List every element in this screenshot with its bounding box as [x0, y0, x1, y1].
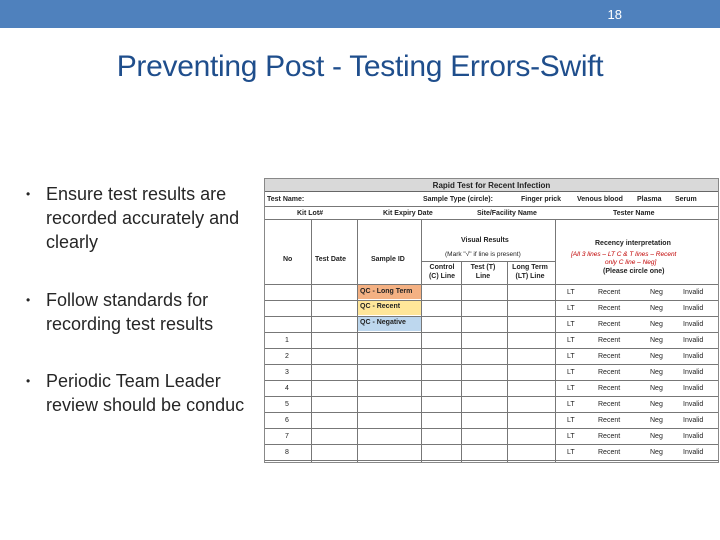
- option-recent: Recent: [598, 353, 621, 360]
- tester-name-label: Tester Name: [613, 210, 655, 217]
- option-neg: Neg: [650, 321, 663, 328]
- option-recent: Recent: [598, 401, 621, 408]
- option-neg: Neg: [650, 337, 663, 344]
- row-number: 5: [285, 401, 289, 408]
- grid-line: [555, 219, 556, 462]
- option-lt: LT: [567, 369, 575, 376]
- row-number: 1: [285, 337, 289, 344]
- bullet-line: Follow standards for: [46, 290, 209, 310]
- kit-lot-label: Kit Lot#: [297, 210, 324, 217]
- option-invalid: Invalid: [683, 433, 704, 440]
- option-invalid: Invalid: [683, 369, 704, 376]
- option-recent: Recent: [598, 321, 621, 328]
- option-invalid: Invalid: [683, 337, 704, 344]
- option-invalid: Invalid: [683, 385, 704, 392]
- option-neg: Neg: [650, 417, 663, 424]
- option-neg: Neg: [650, 369, 663, 376]
- grid-line: [507, 261, 508, 462]
- recency-note: only C line – Neg]: [605, 259, 657, 266]
- kit-expiry-label: Kit Expiry Date: [383, 210, 433, 217]
- grid-line: [265, 380, 718, 381]
- option-invalid: Invalid: [683, 289, 704, 296]
- col-no-header: No: [283, 256, 293, 263]
- option-recent: Recent: [598, 337, 621, 344]
- grid-line: [461, 261, 462, 462]
- bullet-dot-icon: •: [26, 187, 31, 201]
- option-neg: Neg: [650, 401, 663, 408]
- grid-line: [311, 219, 312, 462]
- visual-results-note: (Mark "√" if line is present): [445, 251, 521, 258]
- rapid-test-form-image: [264, 178, 719, 463]
- bullet-line: Ensure test results are: [46, 184, 227, 204]
- option-lt: LT: [567, 449, 575, 456]
- option-invalid: Invalid: [683, 401, 704, 408]
- option-neg: Neg: [650, 353, 663, 360]
- test-line-header: Test (T) Line: [470, 264, 496, 280]
- option-lt: LT: [567, 337, 575, 344]
- recency-instruction: (Please circle one): [603, 268, 665, 275]
- option-recent: Recent: [598, 433, 621, 440]
- plasma-option: Plasma: [637, 196, 662, 203]
- control-line-header: Control (C) Line: [428, 264, 456, 280]
- grid-line: [265, 348, 718, 349]
- option-neg: Neg: [650, 289, 663, 296]
- option-lt: LT: [567, 321, 575, 328]
- serum-option: Serum: [675, 196, 697, 203]
- grid-line: [265, 396, 718, 397]
- option-lt: LT: [567, 385, 575, 392]
- option-lt: LT: [567, 401, 575, 408]
- grid-line: [265, 460, 718, 461]
- option-neg: Neg: [650, 433, 663, 440]
- recency-header: Recency interpretation: [595, 240, 671, 247]
- test-name-label: Test Name:: [267, 196, 305, 203]
- row-number: 8: [285, 449, 289, 456]
- grid-line: [265, 428, 718, 429]
- grid-line: [265, 316, 718, 317]
- bullet-dot-icon: •: [26, 374, 31, 388]
- bullet-line: Periodic Team Leader: [46, 371, 221, 391]
- option-recent: Recent: [598, 305, 621, 312]
- bullet-line: recorded accurately and: [46, 208, 240, 228]
- option-recent: Recent: [598, 417, 621, 424]
- row-number: 7: [285, 433, 289, 440]
- sample-type-label: Sample Type (circle):: [423, 196, 493, 203]
- option-neg: Neg: [650, 449, 663, 456]
- visual-results-header: Visual Results: [461, 237, 509, 244]
- bullet-line: review should be conduc: [46, 395, 245, 415]
- option-neg: Neg: [650, 385, 663, 392]
- option-invalid: Invalid: [683, 417, 704, 424]
- grid-line: [421, 219, 422, 462]
- bullet-line: recording test results: [46, 314, 214, 334]
- row-number: 4: [285, 385, 289, 392]
- form-rows: [265, 179, 718, 462]
- recency-note: [All 3 lines – LT C & T lines – Recent: [571, 251, 677, 258]
- grid-line: [265, 444, 718, 445]
- option-invalid: Invalid: [683, 321, 704, 328]
- site-name-label: Site/Facility Name: [477, 210, 537, 217]
- option-neg: Neg: [650, 305, 663, 312]
- option-recent: Recent: [598, 385, 621, 392]
- qc-recent-row: QC - Recent: [357, 300, 421, 315]
- option-recent: Recent: [598, 369, 621, 376]
- option-recent: Recent: [598, 289, 621, 296]
- option-invalid: Invalid: [683, 449, 704, 456]
- option-invalid: Invalid: [683, 353, 704, 360]
- col-sample-id-header: Sample ID: [371, 256, 405, 263]
- option-lt: LT: [567, 353, 575, 360]
- venous-blood-option: Venous blood: [577, 196, 623, 203]
- grid-line: [265, 332, 718, 333]
- form-title: Rapid Test for Recent Infection: [265, 179, 718, 192]
- top-bar: [0, 0, 720, 28]
- qc-negative-row: QC - Negative: [357, 316, 421, 331]
- option-lt: LT: [567, 289, 575, 296]
- option-invalid: Invalid: [683, 305, 704, 312]
- finger-prick-option: Finger prick: [521, 196, 562, 203]
- grid-line: [265, 412, 718, 413]
- row-number: 6: [285, 417, 289, 424]
- grid-line: [357, 219, 358, 462]
- long-term-line-header: Long Term (LT) Line: [512, 264, 548, 280]
- option-lt: LT: [567, 305, 575, 312]
- grid-line: [265, 300, 718, 301]
- option-recent: Recent: [598, 449, 621, 456]
- option-lt: LT: [567, 417, 575, 424]
- bullet-line: clearly: [46, 232, 99, 252]
- bullet-dot-icon: •: [26, 293, 31, 307]
- slide-title: Preventing Post - Testing Errors-Swift: [116, 50, 604, 83]
- row-number: 2: [285, 353, 289, 360]
- grid-line: [265, 364, 718, 365]
- slide-number: 18: [607, 7, 622, 22]
- qc-long-term-row: QC - Long Term: [357, 285, 421, 299]
- option-lt: LT: [567, 433, 575, 440]
- row-number: 3: [285, 369, 289, 376]
- col-test-date-header: Test Date: [315, 256, 346, 263]
